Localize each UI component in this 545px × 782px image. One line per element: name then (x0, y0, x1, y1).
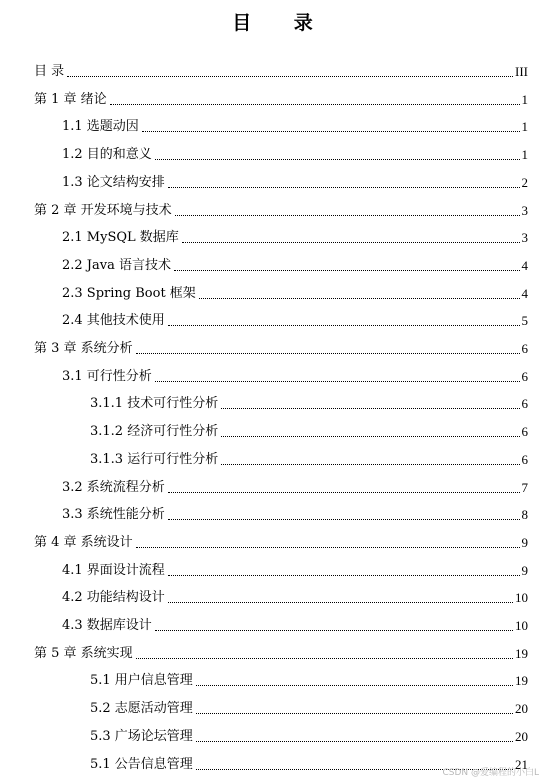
toc-entry[interactable] (0, 171, 528, 191)
dot-leader (136, 658, 513, 659)
dot-leader (168, 575, 520, 576)
toc-entry-page: 19 (515, 673, 528, 689)
toc-entry-label: 5.1 公告信息管理 (90, 756, 193, 772)
toc-entry-page: 1 (521, 147, 528, 163)
toc-entry[interactable] (0, 60, 528, 80)
toc-entry[interactable] (0, 365, 528, 385)
toc-entry-page: III (515, 64, 528, 79)
toc-entry-label: 目 录 (34, 64, 65, 79)
dot-leader (67, 76, 513, 77)
toc-entry-label: 2.1 MySQL 数据库 (62, 230, 179, 246)
toc-entry[interactable] (0, 476, 528, 496)
toc-entry-page: 4 (521, 285, 528, 301)
toc-entry-page: 6 (521, 341, 528, 356)
watermark: CSDN @爱编程的小白L (442, 768, 539, 778)
toc-entry[interactable] (0, 337, 528, 357)
toc-entry-label: 第 2 章 开发环境与技术 (34, 202, 172, 218)
toc-entry-label: 1.3 论文结构安排 (62, 174, 165, 190)
dot-leader (155, 159, 520, 160)
toc-entry-label: 4.1 界面设计流程 (62, 562, 165, 578)
dot-leader (155, 630, 513, 631)
toc-entry-page: 3 (521, 202, 528, 218)
toc-entry[interactable] (0, 115, 528, 135)
toc-entry[interactable] (0, 143, 528, 163)
dot-leader (182, 242, 520, 243)
toc-entry[interactable] (0, 503, 528, 523)
toc-entry-page: 6 (521, 424, 528, 440)
toc-entry-page: 20 (515, 701, 528, 717)
dot-leader (136, 547, 520, 548)
toc-entry-label: 1.2 目的和意义 (62, 147, 152, 163)
toc-entry-page: 3 (521, 230, 528, 246)
toc-entry-label: 3.3 系统性能分析 (62, 507, 165, 523)
toc-entry[interactable] (0, 282, 528, 302)
toc-entry-label: 2.4 其他技术使用 (62, 313, 165, 329)
toc-entry-label: 1.1 选题动因 (62, 119, 139, 135)
toc-entry-label: 3.1 可行性分析 (62, 368, 152, 384)
toc-entry[interactable] (0, 254, 528, 274)
toc-entry-label: 5.2 志愿活动管理 (90, 701, 193, 717)
toc-entry[interactable] (0, 697, 528, 717)
toc-entry[interactable] (0, 309, 528, 329)
toc-entry-label: 4.2 功能结构设计 (62, 590, 165, 606)
toc-entry-page: 10 (515, 590, 528, 606)
dot-leader (168, 325, 520, 326)
toc-entry-page: 6 (521, 396, 528, 412)
toc-entry-page: 10 (515, 618, 528, 633)
dot-leader (174, 270, 520, 271)
dot-leader (110, 104, 520, 105)
dot-leader (196, 685, 513, 686)
dot-leader (221, 408, 519, 409)
toc-entry-page: 2 (521, 174, 528, 190)
toc-entry[interactable] (0, 614, 528, 634)
dot-leader (136, 353, 520, 354)
toc-title: 目 录 (232, 12, 331, 34)
dot-leader (175, 215, 520, 216)
toc-entry-page: 4 (521, 257, 528, 273)
toc-entry[interactable] (0, 725, 528, 745)
dot-leader (199, 298, 520, 299)
dot-leader (168, 519, 520, 520)
toc-entry-page: 19 (515, 645, 528, 661)
toc-entry-label: 3.1.3 运行可行性分析 (90, 451, 219, 467)
toc-entry-label: 2.2 Java 语言技术 (62, 257, 171, 273)
toc-entry-label: 3.2 系统流程分析 (62, 479, 165, 495)
toc-entry-label: 5.3 广场论坛管理 (90, 728, 193, 744)
dot-leader (221, 464, 519, 465)
toc-entry[interactable] (0, 392, 528, 412)
toc-entry[interactable] (0, 226, 528, 246)
toc-entry-label: 4.3 数据库设计 (62, 618, 152, 633)
dot-leader (221, 436, 519, 437)
toc-entry-page: 7 (521, 479, 528, 495)
toc-entry-page: 8 (521, 507, 528, 523)
toc-entry[interactable] (0, 88, 528, 108)
dot-leader (196, 741, 513, 742)
toc-entry-label: 第 4 章 系统设计 (34, 534, 133, 550)
toc-entry-label: 第 5 章 系统实现 (34, 645, 133, 661)
toc-entry-page: 1 (521, 91, 528, 107)
toc-entry-label: 2.3 Spring Boot 框架 (62, 285, 196, 301)
toc-entry[interactable] (0, 199, 528, 219)
toc-entry-page: 9 (521, 534, 528, 550)
toc-entry-page: 1 (521, 119, 528, 135)
toc-entry-page: 6 (521, 451, 528, 467)
toc-entry[interactable] (0, 586, 528, 606)
toc-entry-page: 9 (521, 562, 528, 578)
toc-entry[interactable] (0, 531, 528, 551)
dot-leader (168, 187, 520, 188)
dot-leader (168, 492, 520, 493)
toc-entry-page: 20 (515, 728, 528, 744)
toc-entry[interactable] (0, 559, 528, 579)
dot-leader (196, 713, 513, 714)
dot-leader (168, 602, 513, 603)
toc-entry[interactable] (0, 448, 528, 468)
toc-entry-label: 5.1 用户信息管理 (90, 673, 193, 689)
toc-entry-label: 3.1.2 经济可行性分析 (90, 424, 219, 440)
toc-entry[interactable] (0, 642, 528, 662)
toc-entry-page: 21 (515, 756, 528, 772)
toc-entry[interactable] (0, 669, 528, 689)
toc-entry-page: 6 (521, 368, 528, 384)
toc-entry-page: 5 (521, 313, 528, 329)
toc-entry-label: 3.1.1 技术可行性分析 (90, 396, 219, 412)
dot-leader (142, 131, 520, 132)
dot-leader (155, 381, 520, 382)
toc-entry-label: 第 3 章 系统分析 (34, 341, 133, 356)
toc-entry-label: 第 1 章 绪论 (34, 91, 107, 107)
toc-entry[interactable] (0, 420, 528, 440)
